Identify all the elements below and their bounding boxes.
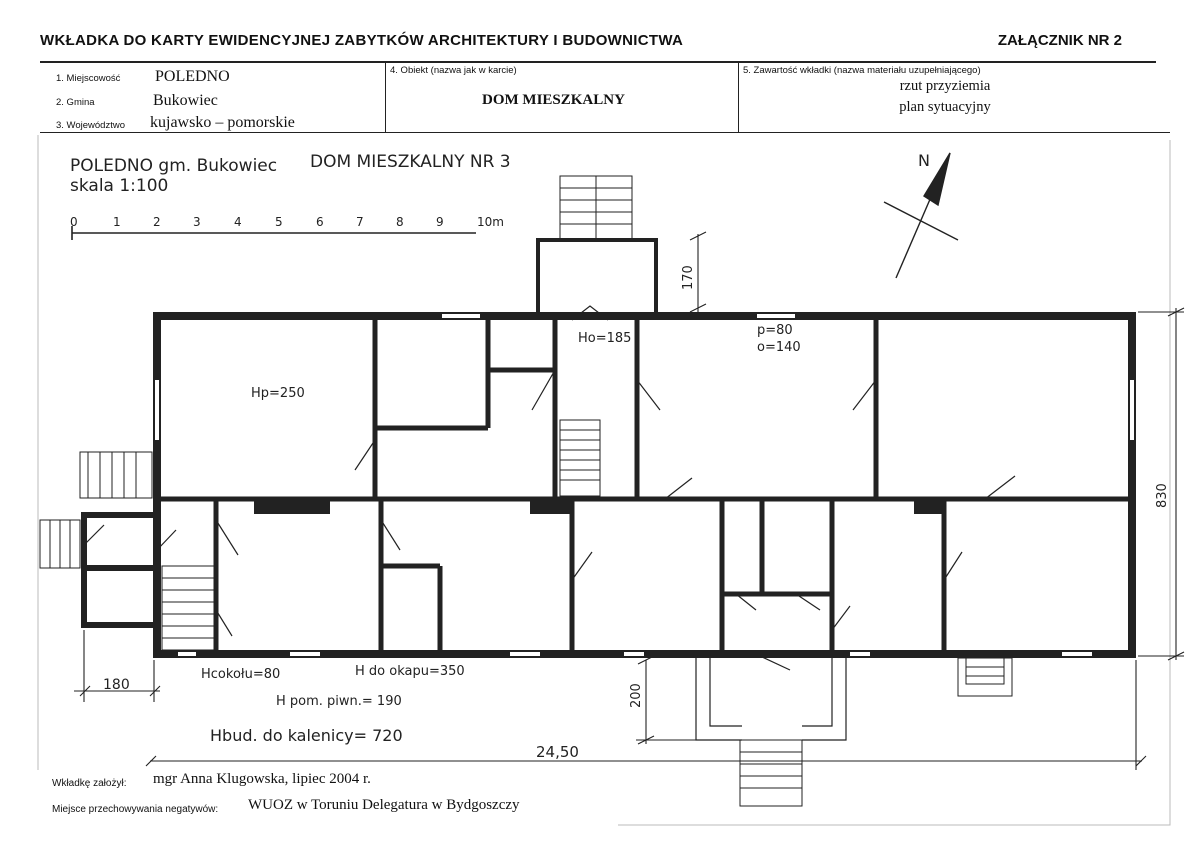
annotation-h-okapu: H do okapu=350 — [355, 664, 465, 679]
annex-number: ZAŁĄCZNIK NR 2 — [997, 32, 1122, 49]
scale-tick: 0 — [70, 215, 78, 229]
field-commune-label: 2. Gmina — [56, 97, 95, 108]
dimension-830: 830 — [1155, 483, 1170, 508]
field-locality-label: 1. Miejscowość — [56, 73, 121, 84]
annotation-ho: Ho=185 — [578, 331, 632, 346]
east-small-steps — [958, 658, 1012, 696]
field-content-value-2: plan sytuacyjny — [899, 99, 991, 115]
west-annex — [84, 515, 157, 625]
scale-tick: 5 — [275, 215, 283, 229]
footer-storage-value: WUOZ w Toruniu Delegatura w Bydgoszczy — [248, 797, 520, 813]
annotation-h-cokolu: Hcokołu=80 — [201, 667, 281, 682]
scale-tick: 6 — [316, 215, 324, 229]
drawing-scale: skala 1:100 — [70, 176, 169, 196]
north-porch-steps — [560, 176, 632, 240]
north-label: N — [918, 151, 930, 170]
footer-author-value: mgr Anna Klugowska, lipiec 2004 r. — [153, 771, 371, 787]
scale-tick: 1 — [113, 215, 121, 229]
scale-tick: 7 — [356, 215, 364, 229]
dimension-170: 170 — [681, 265, 696, 290]
field-object-label: 4. Obiekt (nazwa jak w karcie) — [390, 65, 517, 76]
field-commune-value: Bukowiec — [153, 92, 218, 109]
field-voivodeship-label: 3. Województwo — [56, 120, 125, 131]
footer-storage-label: Miejsce przechowywania negatywów: — [52, 804, 219, 815]
document-title: WKŁADKA DO KARTY EWIDENCYJNEJ ZABYTKÓW ARCHITEKTURY I BUDOWNICTWA — [40, 32, 684, 49]
annotation-hp: Hp=250 — [251, 386, 305, 401]
scale-tick: 4 — [234, 215, 242, 229]
footer-author-label: Wkładkę założył: — [52, 778, 127, 789]
field-object-value: DOM MIESZKALNY — [482, 92, 625, 108]
scale-tick: 10m — [477, 215, 504, 229]
dimension-total-length: 24,50 — [536, 743, 579, 761]
scale-tick: 9 — [436, 215, 444, 229]
inner-walls — [157, 316, 1132, 654]
drawing-place: POLEDNO gm. Bukowiec — [70, 156, 278, 176]
scale-bar — [72, 226, 476, 240]
west-steps — [40, 452, 152, 568]
scale-tick: 8 — [396, 215, 404, 229]
field-content-label: 5. Zawartość wkładki (nazwa materiału uzupełniającego) — [743, 65, 981, 76]
chimneys — [254, 500, 944, 514]
dimension-200: 200 — [629, 683, 644, 708]
dimension-180: 180 — [103, 677, 130, 693]
field-locality-value: POLEDNO — [155, 68, 230, 85]
annotation-h-piwn: H pom. piwn.= 190 — [276, 694, 402, 709]
north-arrow-icon — [884, 153, 958, 278]
south-porch-steps — [740, 740, 802, 806]
annotation-o: o=140 — [757, 340, 801, 355]
windows — [157, 316, 1132, 654]
north-porch — [538, 240, 656, 312]
annotation-p: p=80 — [757, 323, 793, 338]
outer-walls — [157, 316, 1132, 654]
field-voivodeship-value: kujawsko – pomorskie — [150, 114, 295, 131]
scale-tick: 2 — [153, 215, 161, 229]
south-porch — [696, 656, 846, 740]
field-content-value-1: rzut przyziemia — [899, 78, 991, 94]
scale-tick: 3 — [193, 215, 201, 229]
annotation-h-kalenica: Hbud. do kalenicy= 720 — [210, 726, 403, 745]
drawing-house-name: DOM MIESZKALNY NR 3 — [310, 152, 511, 172]
scale-ticks-group — [70, 215, 504, 229]
